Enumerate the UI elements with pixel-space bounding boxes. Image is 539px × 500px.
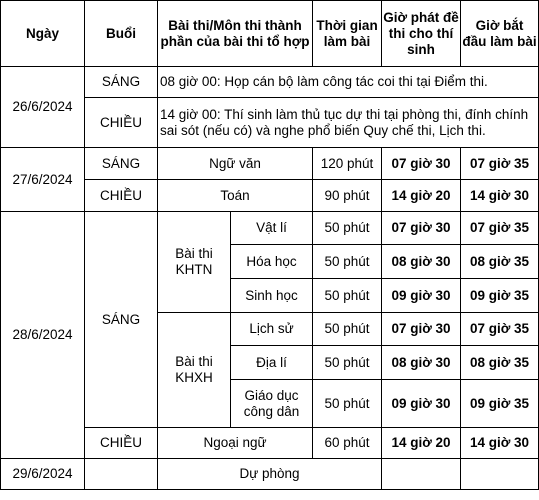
- note-cell: 14 giờ 00: Thí sinh làm thủ tục dự thi tại phòng thi, đính chính sai sót (nếu có) và nghe phổ biến Quy chế thi, Lịch thi.: [158, 98, 539, 148]
- session-cell: SÁNG: [85, 212, 158, 428]
- session-cell: [85, 459, 158, 490]
- header-distribute-time: Giờ phát đề thi cho thí sinh: [382, 1, 461, 67]
- duration-cell: 50 phút: [313, 346, 382, 380]
- duration-cell: 90 phút: [313, 180, 382, 212]
- start-time-cell: 07 giờ 35: [461, 212, 539, 245]
- subject-cell: Vật lí: [231, 212, 313, 245]
- subject-cell: Lịch sử: [231, 313, 313, 346]
- distribute-time-cell: 07 giờ 30: [382, 148, 461, 180]
- date-cell: 29/6/2024: [1, 459, 85, 490]
- header-date: Ngày: [1, 1, 85, 67]
- date-cell: 27/6/2024: [1, 148, 85, 212]
- subject-cell: Địa lí: [231, 346, 313, 380]
- distribute-time-cell: 08 giờ 30: [382, 346, 461, 380]
- duration-cell: 50 phút: [313, 313, 382, 346]
- header-start-time: Giờ bắt đầu làm bài: [461, 1, 539, 67]
- distribute-time-cell: 08 giờ 30: [382, 245, 461, 279]
- session-cell: CHIỀU: [85, 98, 158, 148]
- date-cell: 28/6/2024: [1, 212, 85, 459]
- header-duration: Thời gian làm bài: [313, 1, 382, 67]
- session-cell: CHIỀU: [85, 180, 158, 212]
- start-time-cell: 09 giờ 35: [461, 380, 539, 428]
- duration-cell: 60 phút: [313, 428, 382, 459]
- table-row: [1, 148, 539, 180]
- distribute-time-cell: 14 giờ 20: [382, 428, 461, 459]
- start-time-cell: 09 giờ 35: [461, 279, 539, 313]
- subject-cell: Hóa học: [231, 245, 313, 279]
- distribute-time-cell: 09 giờ 30: [382, 279, 461, 313]
- distribute-time-cell: 07 giờ 30: [382, 212, 461, 245]
- table-row: [1, 459, 539, 490]
- group-cell: Bài thi KHXH: [158, 313, 231, 428]
- session-cell: SÁNG: [85, 67, 158, 98]
- duration-cell: 50 phút: [313, 212, 382, 245]
- distribute-time-cell: 14 giờ 20: [382, 180, 461, 212]
- subject-cell: Toán: [158, 180, 313, 212]
- session-cell: SÁNG: [85, 148, 158, 180]
- start-time-cell: 14 giờ 30: [461, 180, 539, 212]
- start-time-cell: 08 giờ 35: [461, 245, 539, 279]
- empty-cell: [382, 459, 461, 490]
- table-row: [1, 67, 539, 98]
- note-cell: 08 giờ 00: Họp cán bộ làm công tác coi thi tại Điểm thi.: [158, 67, 539, 98]
- table-row: [1, 212, 539, 245]
- subject-cell: Sinh học: [231, 279, 313, 313]
- session-cell: CHIỀU: [85, 428, 158, 459]
- empty-cell: [461, 459, 539, 490]
- note-cell: Dự phòng: [158, 459, 382, 490]
- duration-cell: 50 phút: [313, 380, 382, 428]
- start-time-cell: 07 giờ 35: [461, 313, 539, 346]
- header-row: [1, 1, 539, 67]
- start-time-cell: 14 giờ 30: [461, 428, 539, 459]
- distribute-time-cell: 09 giờ 30: [382, 380, 461, 428]
- header-session: Buổi: [85, 1, 158, 67]
- start-time-cell: 07 giờ 35: [461, 148, 539, 180]
- duration-cell: 120 phút: [313, 148, 382, 180]
- subject-cell: Ngữ văn: [158, 148, 313, 180]
- header-subject: Bài thi/Môn thi thành phần của bài thi tổ hợp: [158, 1, 313, 67]
- subject-cell: Giáo dục công dân: [231, 380, 313, 428]
- start-time-cell: 08 giờ 35: [461, 346, 539, 380]
- duration-cell: 50 phút: [313, 279, 382, 313]
- group-cell: Bài thi KHTN: [158, 212, 231, 313]
- subject-cell: Ngoại ngữ: [158, 428, 313, 459]
- date-cell: 26/6/2024: [1, 67, 85, 148]
- distribute-time-cell: 07 giờ 30: [382, 313, 461, 346]
- duration-cell: 50 phút: [313, 245, 382, 279]
